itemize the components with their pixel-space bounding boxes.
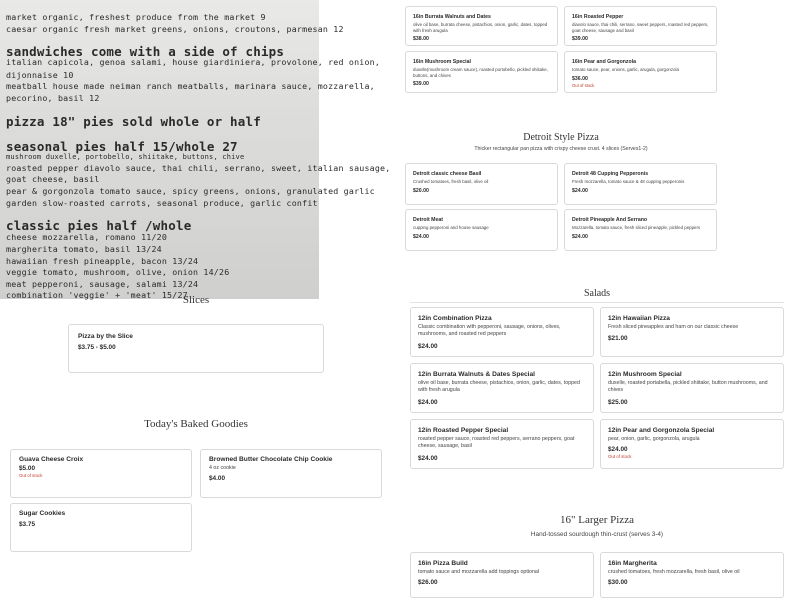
item-description: Classic combination with pepperoni, sausage, onions, olives, mushrooms, and roasted red peppers — [418, 324, 561, 337]
menu-item-card[interactable] — [10, 449, 192, 498]
menu-item-card[interactable] — [405, 51, 558, 93]
photo-heading: seasonal pies half 15/whole 27 — [6, 139, 238, 154]
item-description: tomato sauce, pear, onions, garlic, arugula, gorgonzola — [572, 67, 679, 72]
menu-item-card[interactable] — [600, 552, 784, 598]
item-price: $36.00 — [572, 75, 588, 82]
menu-item-card[interactable] — [564, 209, 717, 251]
item-price: $38.00 — [413, 36, 429, 43]
out-of-stock-label: Out of stock — [572, 82, 595, 88]
menu-item-card[interactable] — [564, 163, 717, 205]
photo-line: mushroom duxelle, portobello, shiitake, buttons, chive — [6, 153, 245, 161]
section-title-salads: Salads — [583, 288, 611, 299]
photo-heading: sandwiches come with a side of chips — [6, 44, 285, 59]
item-description: diavolo sauce, thai chili, serrano, sweet peppers, roasted red peppers, goat cheese, sausage and basil — [572, 22, 709, 33]
item-description: Mozzarella, tomato sauce, fresh sliced pineapple, pickled peppers — [572, 225, 701, 230]
photo-line: italian capicola, genoa salami, house giardiniera, provolone, red onion, — [6, 57, 381, 67]
item-name: 12in Hawaiian Pizza — [608, 315, 670, 322]
item-name: 12in Roasted Pepper Special — [418, 427, 509, 434]
menu-item-card[interactable] — [410, 363, 594, 413]
item-description: pear, onion, garlic, gorgonzola, arugula — [608, 436, 700, 442]
menu-item-card[interactable] — [405, 6, 558, 46]
item-price: $20.00 — [413, 187, 429, 194]
menu-item-card[interactable] — [200, 449, 382, 498]
item-name: Detroit classic cheese Basil — [413, 171, 482, 177]
item-price: $24.00 — [418, 399, 438, 406]
item-description: duxelle(mushroom cream sauce), roasted portobello, pickled shiitake, buttons, and chives — [413, 67, 548, 78]
item-price: $3.75 — [19, 521, 35, 528]
photo-line: margherita tomato, basil 13/24 — [6, 244, 162, 254]
photo-line: pecorino, basil 12 — [6, 93, 100, 103]
menu-item-card[interactable] — [10, 503, 192, 552]
photo-line: hawaiian fresh pineapple, bacon 13/24 — [6, 256, 199, 266]
item-description: olive oil base, burrata cheese, pistachios, onion, garlic, dates, topped with fresh arugula — [418, 380, 580, 393]
item-name: 16in Pear and Gorgonzola — [572, 59, 636, 65]
item-price: $30.00 — [608, 579, 628, 586]
item-price: $5.00 — [19, 465, 35, 472]
menu-item-card[interactable] — [410, 419, 594, 469]
photo-line: dijonnaise 10 — [6, 70, 74, 80]
item-name: 12in Pear and Gorgonzola Special — [608, 427, 715, 434]
photo-line: meatball house made neiman ranch meatballs, marinara sauce, mozzarella, — [6, 81, 375, 91]
item-description: cupping pepperoni and house sausage — [413, 225, 489, 230]
item-name: 12in Mushroom Special — [608, 371, 682, 378]
menu-item-card[interactable] — [410, 552, 594, 598]
item-description: olive oil base, burrata cheese, pistachios, onion, garlic, dates, topped with fresh arugula — [413, 22, 548, 33]
item-name: Detroit 48 Cupping Pepperonis — [572, 171, 649, 177]
photo-line: combination 'veggie' + 'meat' 15/27 — [6, 290, 188, 300]
item-price: $21.00 — [608, 335, 628, 342]
item-description: Fresh sliced pineapples and ham on our classic cheese — [608, 324, 739, 330]
photo-line: goat cheese, basil — [6, 174, 100, 184]
item-name: Browned Butter Chocolate Chip Cookie — [209, 456, 333, 463]
menu-item-card[interactable] — [600, 363, 784, 413]
photo-heading: classic pies half /whole — [6, 218, 192, 233]
divider — [410, 302, 784, 303]
photo-line: meat pepperoni, sausage, salami 13/24 — [6, 279, 199, 289]
section-title-larger: 16" Larger Pizza — [560, 514, 634, 526]
item-price: $24.00 — [608, 446, 628, 453]
photo-line: veggie tomato, mushroom, olive, onion 14/26 — [6, 267, 230, 277]
item-name: Detroit Pineapple And Serrano — [572, 217, 648, 223]
item-name: Detroit Meat — [413, 217, 443, 223]
item-price: $24.00 — [413, 233, 429, 240]
item-price: $24.00 — [418, 343, 438, 350]
item-price: $39.00 — [572, 36, 588, 43]
photo-line: garden slow-roasted carrots, seasonal produce, garlic confit — [6, 198, 318, 208]
section-title-detroit: Detroit Style Pizza — [523, 132, 599, 143]
item-name: Guava Cheese Croix — [19, 456, 84, 463]
item-description: Crushed tomatoes, fresh basil, olive oil — [413, 179, 489, 184]
menu-item-card[interactable] — [410, 307, 594, 357]
section-title-baked: Today's Baked Goodies — [144, 418, 248, 430]
menu-item-card[interactable] — [564, 6, 717, 46]
item-name: Pizza by the Slice — [78, 333, 133, 340]
item-price: $4.00 — [209, 475, 225, 482]
item-description: roasted pepper sauce, roasted red peppers, serrano peppers, goat cheese, sausage, basil — [418, 436, 575, 449]
menu-item-card[interactable] — [600, 419, 784, 469]
item-name: 16in Roasted Pepper — [572, 14, 624, 20]
menu-item-card[interactable] — [405, 209, 558, 251]
photo-line: market organic, freshest produce from the market 9 — [6, 12, 266, 22]
item-description: 4 oz cookie — [209, 465, 236, 471]
item-description: Fresh mozzarella, tomato sauce & 48 cupping pepperonis — [572, 179, 685, 184]
item-name: Sugar Cookies — [19, 510, 66, 517]
item-description: tomato sauce and mozzarella add toppings optional — [418, 569, 540, 575]
menu-item-card[interactable] — [405, 163, 558, 205]
item-price: $25.00 — [608, 399, 628, 406]
item-price: $24.00 — [572, 233, 588, 240]
item-price: $24.00 — [418, 455, 438, 462]
item-name: 16in Burrata Walnuts and Dates — [413, 14, 491, 20]
section-subtitle-larger: Hand-tossed sourdough thin-crust (serves 3-4) — [530, 531, 664, 538]
item-name: 16in Pizza Build — [418, 560, 468, 567]
item-description: crushed tomatoes, fresh mozzarella, fresh basil, olive oil — [608, 569, 740, 575]
photo-line: pear & gorgonzola tomato sauce, spicy greens, onions, granulated garlic — [6, 186, 375, 196]
item-price: $26.00 — [418, 579, 438, 586]
section-title-slices: Slices — [182, 294, 210, 306]
menu-item-card[interactable] — [68, 324, 324, 373]
photo-line: caesar organic fresh market greens, onions, croutons, parmesan 12 — [6, 24, 344, 34]
photo-line: roasted pepper diavolo sauce, thai chili, serrano, sweet, italian sausage, — [6, 163, 391, 173]
menu-item-card[interactable] — [600, 307, 784, 357]
item-price: $3.75 - $5.00 — [78, 344, 116, 351]
item-price: $24.00 — [572, 187, 588, 194]
item-description: duxelle, roasted portabella, pickled shiitake, button mushrooms, and chives — [608, 380, 768, 393]
out-of-stock-label: Out of stock — [19, 473, 43, 478]
item-name: 12in Combination Pizza — [418, 315, 492, 322]
item-price: $39.00 — [413, 81, 429, 88]
photo-line: cheese mozzarella, romano 11/20 — [6, 232, 168, 242]
photo-heading: pizza 18" pies sold whole or half — [6, 114, 261, 129]
item-name: 12in Burrata Walnuts & Dates Special — [418, 371, 536, 378]
section-subtitle-detroit: Thicker rectangular pan pizza with crispy cheese crust. 4 slices (Serves1-2) — [474, 146, 648, 152]
out-of-stock-label: Out of stock — [608, 454, 632, 459]
menu-item-card[interactable] — [564, 51, 717, 93]
item-name: 16in Margherita — [608, 560, 657, 567]
item-name: 16in Mushroom Special — [413, 59, 471, 65]
